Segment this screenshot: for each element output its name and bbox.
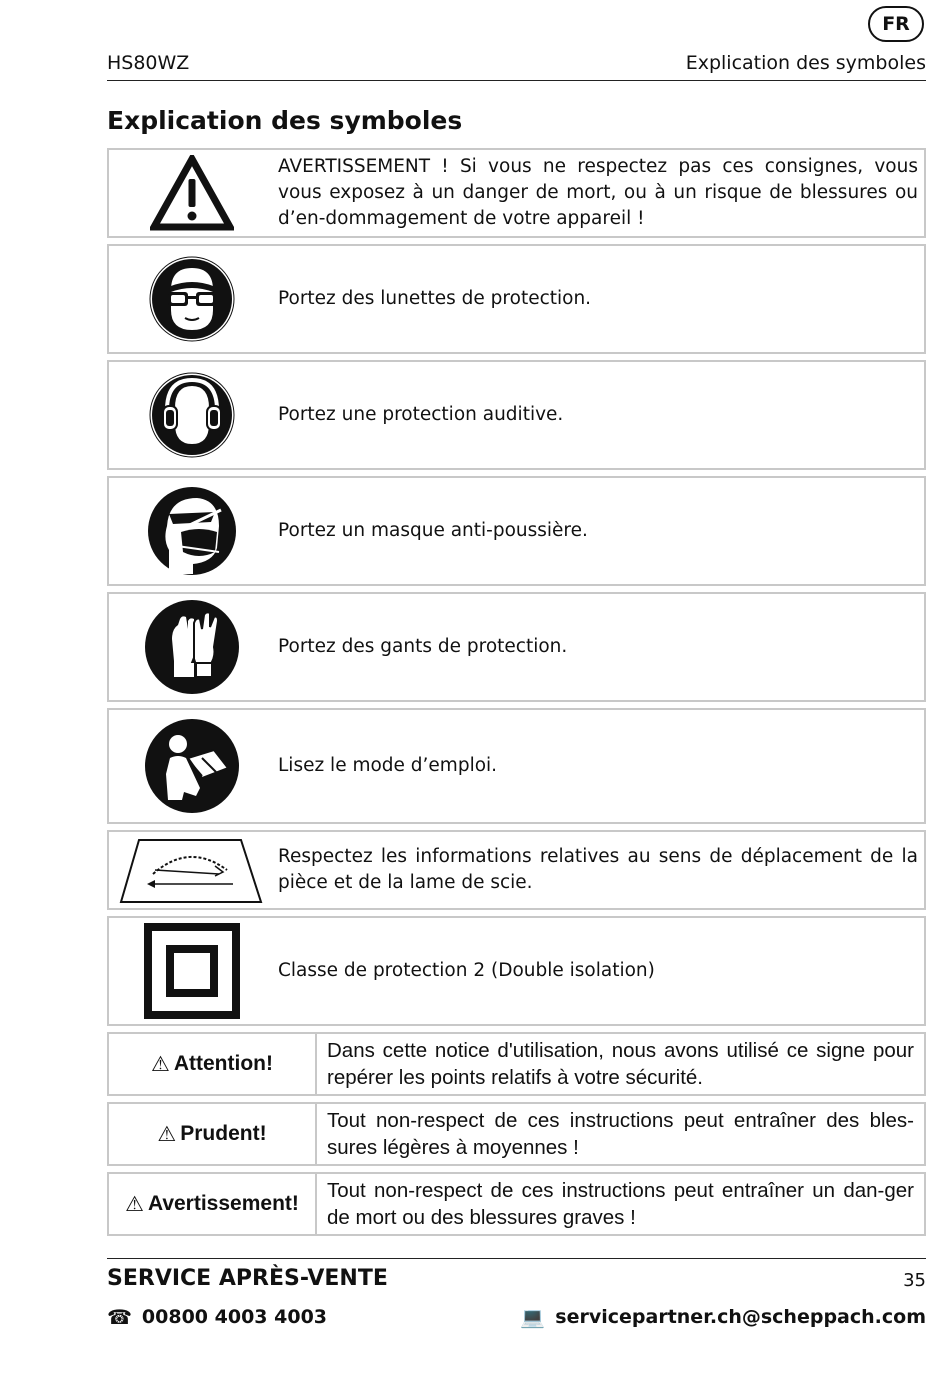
footer-divider — [107, 1258, 926, 1259]
safety-glasses-icon — [109, 246, 275, 352]
double-insulation-icon — [109, 918, 275, 1024]
signal-label: Prudent! — [180, 1122, 267, 1145]
signal-label: Attention! — [173, 1052, 273, 1075]
warning-triangle-icon — [109, 150, 275, 236]
small-warning-triangle-icon: ⚠ — [157, 1122, 177, 1146]
header-divider — [107, 80, 926, 81]
symbol-text: Portez une protection auditive. — [278, 404, 564, 425]
signal-row-attention — [107, 1032, 926, 1096]
page-number: 35 — [903, 1270, 926, 1291]
symbol-row-glasses — [107, 244, 926, 354]
language-badge: FR — [868, 6, 924, 42]
protective-gloves-icon — [109, 594, 275, 700]
symbol-row-warning — [107, 148, 926, 238]
symbol-text: Portez des lunettes de protection. — [278, 288, 592, 309]
symbol-row-gloves — [107, 592, 926, 702]
symbol-row-manual — [107, 708, 926, 824]
symbol-text: Portez des gants de protection. — [278, 636, 568, 657]
phone-contact — [107, 1305, 327, 1329]
telephone-icon: ☎ — [107, 1305, 132, 1329]
header-model: HS80WZ — [107, 52, 190, 74]
dust-mask-icon — [109, 478, 275, 584]
symbol-row-mask — [107, 476, 926, 586]
symbol-row-insulation — [107, 916, 926, 1026]
phone-number: 00800 4003 4003 — [141, 1306, 328, 1328]
signal-text: Tout non-respect de ces instructions peut entraîner des bles-sures légères à moyennes ! — [327, 1109, 914, 1159]
symbol-text: Classe de protection 2 (Double isolation) — [278, 960, 655, 981]
ear-protection-icon — [109, 362, 275, 468]
symbol-text: AVERTISSEMENT ! Si vous ne respectez pas ces consignes, vous vous exposez à un danger de mort, ou à un risque de blessures ou d’en-dommagement de votre appareil ! — [278, 156, 918, 229]
signal-row-prudent — [107, 1102, 926, 1166]
small-warning-triangle-icon: ⚠ — [125, 1192, 144, 1216]
page-title: Explication des symboles — [107, 106, 463, 135]
signal-label: Avertissement! — [147, 1192, 299, 1215]
symbol-row-ear — [107, 360, 926, 470]
saw-direction-icon — [109, 832, 275, 908]
header-section: Explication des symboles — [685, 52, 926, 74]
symbol-text: Respectez les informations relatives au sens de déplacement de la pièce et de la lame de scie. — [278, 846, 918, 893]
signal-text: Tout non-respect de ces instructions peut entraîner un dan-ger de mort ou des blessures graves ! — [327, 1179, 914, 1229]
signal-row-avertissement — [107, 1172, 926, 1236]
small-warning-triangle-icon: ⚠ — [151, 1052, 170, 1076]
read-manual-icon — [109, 710, 275, 822]
symbol-text: Lisez le mode d’emploi. — [278, 755, 498, 776]
symbol-row-saw-direction — [107, 830, 926, 910]
computer-icon: 💻 — [520, 1305, 546, 1329]
service-title: SERVICE APRÈS-VENTE — [107, 1266, 388, 1291]
email-address[interactable]: servicepartner.ch@scheppach.com — [555, 1306, 926, 1328]
signal-text: Dans cette notice d'utilisation, nous avons utilisé ce signe pour repérer les points relatifs à votre sécurité. — [327, 1039, 914, 1089]
email-contact[interactable] — [520, 1305, 926, 1329]
symbol-text: Portez un masque anti-poussière. — [278, 520, 588, 541]
